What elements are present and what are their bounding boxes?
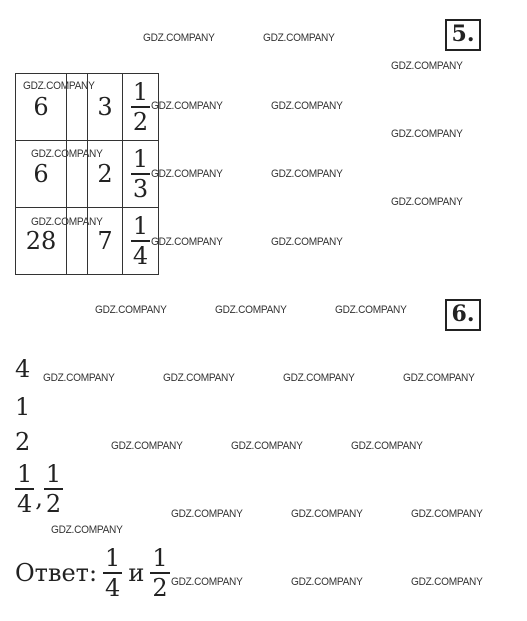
watermark: GDZ.COMPANY <box>51 524 123 536</box>
task5-grid <box>15 73 159 275</box>
fraction-numerator: 1 <box>132 145 149 173</box>
fraction-numerator: 1 <box>45 460 62 488</box>
task-number-5: 5. <box>445 19 481 51</box>
grid-cell-fraction <box>123 74 159 141</box>
fraction <box>150 546 169 600</box>
task-number-6: 6. <box>445 299 481 331</box>
watermark: GDZ.COMPANY <box>171 508 243 520</box>
grid-cell-a: 28 <box>16 208 67 275</box>
grid-cell-empty <box>67 141 88 208</box>
watermark: GDZ.COMPANY <box>215 304 287 316</box>
watermark: GDZ.COMPANY <box>391 196 463 208</box>
watermark: GDZ.COMPANY <box>31 216 103 228</box>
watermark: GDZ.COMPANY <box>171 576 243 588</box>
watermark: GDZ.COMPANY <box>391 60 463 72</box>
watermark: GDZ.COMPANY <box>271 168 343 180</box>
fraction-denominator: 3 <box>132 175 149 203</box>
answer-label: Ответ: <box>15 559 98 587</box>
task6-line-2: 1 <box>15 393 31 421</box>
answer-line <box>15 546 170 600</box>
watermark: GDZ.COMPANY <box>23 80 95 92</box>
watermark: GDZ.COMPANY <box>351 440 423 452</box>
task6-line-3: 2 <box>15 428 31 456</box>
fraction-denominator: 4 <box>105 574 121 602</box>
fraction <box>15 462 34 516</box>
separator: , <box>35 484 43 512</box>
table-row <box>16 74 159 141</box>
fraction-numerator: 1 <box>105 544 121 572</box>
watermark: GDZ.COMPANY <box>31 148 103 160</box>
answer-conjunction: и <box>128 559 145 587</box>
watermark: GDZ.COMPANY <box>151 236 223 248</box>
watermark: GDZ.COMPANY <box>143 32 215 44</box>
fraction-numerator: 1 <box>132 78 149 106</box>
watermark: GDZ.COMPANY <box>95 304 167 316</box>
fraction <box>131 214 150 268</box>
table-row <box>16 208 159 275</box>
fraction <box>103 546 122 600</box>
fraction-denominator: 2 <box>45 490 62 518</box>
fraction <box>44 462 63 516</box>
fraction <box>131 147 150 201</box>
grid-cell-empty <box>67 208 88 275</box>
grid-cell-b: 3 <box>88 74 123 141</box>
fraction-numerator: 1 <box>17 460 33 488</box>
watermark: GDZ.COMPANY <box>291 508 363 520</box>
grid-cell-empty <box>67 74 88 141</box>
watermark: GDZ.COMPANY <box>335 304 407 316</box>
watermark: GDZ.COMPANY <box>291 576 363 588</box>
fraction <box>131 80 150 134</box>
watermark: GDZ.COMPANY <box>151 168 223 180</box>
watermark: GDZ.COMPANY <box>283 372 355 384</box>
watermark: GDZ.COMPANY <box>151 100 223 112</box>
fraction-denominator: 4 <box>17 490 33 518</box>
table-row <box>16 141 159 208</box>
fraction-denominator: 2 <box>152 574 168 602</box>
watermark: GDZ.COMPANY <box>231 440 303 452</box>
watermark: GDZ.COMPANY <box>271 236 343 248</box>
watermark: GDZ.COMPANY <box>403 372 475 384</box>
grid-cell-a: 6 <box>16 74 67 141</box>
watermark: GDZ.COMPANY <box>111 440 183 452</box>
task6-line-1: 4 <box>15 355 31 383</box>
watermark: GDZ.COMPANY <box>411 508 483 520</box>
grid-cell-a: 6 <box>16 141 67 208</box>
watermark: GDZ.COMPANY <box>391 128 463 140</box>
grid-cell-b: 7 <box>88 208 123 275</box>
watermark: GDZ.COMPANY <box>163 372 235 384</box>
watermark: GDZ.COMPANY <box>263 32 335 44</box>
watermark: GDZ.COMPANY <box>271 100 343 112</box>
fraction-denominator: 4 <box>132 242 149 270</box>
watermark: GDZ.COMPANY <box>43 372 115 384</box>
fraction-numerator: 1 <box>132 212 149 240</box>
watermark: GDZ.COMPANY <box>411 576 483 588</box>
fraction-denominator: 2 <box>132 108 149 136</box>
grid-cell-fraction <box>123 208 159 275</box>
fraction-numerator: 1 <box>152 544 168 572</box>
grid-cell-b: 2 <box>88 141 123 208</box>
task6-fractions-line <box>15 462 63 516</box>
grid-cell-fraction <box>123 141 159 208</box>
